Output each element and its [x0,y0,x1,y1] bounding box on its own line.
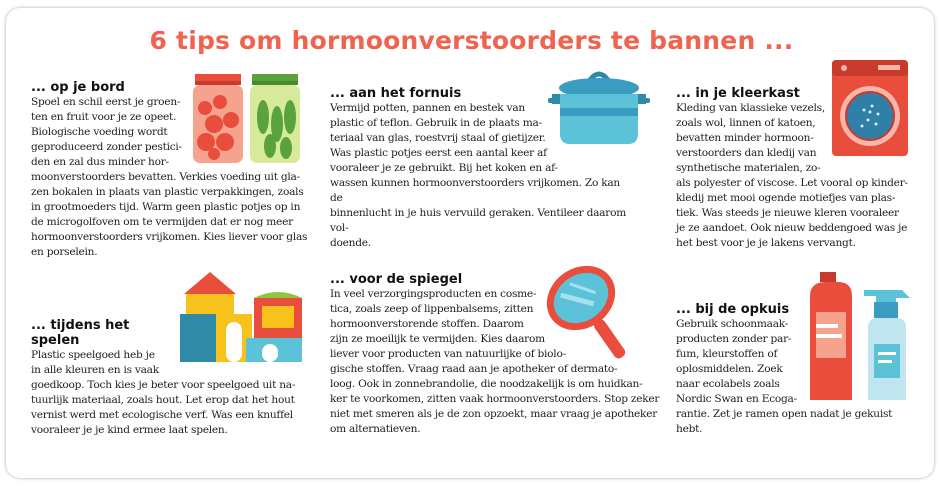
text-line: liever voor producten van natuurlijke of biolo- [330,348,566,360]
text-line: en porselein. [31,246,98,258]
text-line: hormoonverstorende stoffen. Daarom [330,318,524,330]
text-line: loog. Ook in zonnebrandolie, die noodzakelijk is om huidkan- [330,378,643,390]
text-line: teriaal van glas, roestvrij staal of gietijzer. [330,132,546,144]
text-line: de microgolfoven om te vermijden dat er nog meer [31,216,293,228]
text-line: hebt. [676,423,703,435]
text-line: in alle kleuren en is vaak [31,364,159,376]
text-line: in grootmoeders tijd. Warm geen plastic potjes op in [31,201,301,213]
tomato-jar-icon [193,74,243,163]
text-line: moonverstoorders bevatten. Verkies voeding uit gla- [31,171,300,183]
text-line: tiek. Was steeds je nieuwe kleren vooraleer [676,207,899,219]
text-line: rantie. Zet je ramen open nadat je gekuist [676,408,893,420]
text-line: binnenlucht in je huis vervuild geraken. Ventileer daarom vol- [330,207,626,234]
spray-bottle-icon [864,290,910,400]
text-line: goedkoop. Toch kies je beter voor speelgoed uit na- [31,379,296,391]
text-line: Nordic Swan en Ecoga- [676,393,797,405]
section-opkuis-heading: ... bij de opkuis [676,302,790,317]
text-line: Was plastic potjes eerst een aantal keer af [330,147,547,159]
text-line: Plastic speelgoed heb je [31,349,155,361]
section-kleerkast-heading: ... in je kleerkast [676,86,800,101]
heading-line: ... tijdens het [31,318,130,333]
text-line: zoals wol, linnen of katoen, [676,117,816,129]
cooking-pot-illustration [548,68,650,148]
text-line: geproduceerd zonder pestici- [31,141,182,153]
heading-line: spelen [31,333,80,348]
text-line: ten en fruit voor je ze opeet. [31,111,177,123]
text-line: In veel verzorgingsproducten en cosme- [330,288,537,300]
text-line: vernist werd met ecologische verf. Was een knuffel [31,409,293,421]
section-spiegel-heading: ... voor de spiegel [330,272,463,287]
text-line: oplosmiddelen. Zoek [676,363,783,375]
text-line: het best voor je je lakens vervangt. [676,237,856,249]
text-line: om alternatieven. [330,423,421,435]
text-line: Spoel en schil eerst je groen- [31,96,181,108]
hand-mirror-illustration [536,262,648,360]
page-title: 6 tips om hormoonverstoorders te bannen ... [149,26,794,55]
text-line: wassen kunnen hormoonverstoorders vrijkomen. Zo kan de [330,177,621,204]
text-line: je ze aandoet. Ook nieuw beddengoed was je [676,222,908,234]
text-line: verstoorders dan kledij van [676,147,817,159]
text-line: vooraleer je je kind ermee laat spelen. [31,424,228,436]
text-line: den en zal dus minder hor- [31,156,169,168]
text-line: Kleding van klassieke vezels, [676,102,825,114]
text-line: vooraleer je ze gebruikt. Bij het koken en af- [330,162,558,174]
text-line: zijn ze moeilijk te vermijden. Kies daarom [330,333,545,345]
section-fornuis-heading: ... aan het fornuis [330,86,462,101]
cleaning-bottles-illustration [806,272,916,404]
text-line: Vermijd potten, pannen en bestek van [330,102,525,114]
text-line: ker te voorkomen, zitten vaak hormoonverstoorders. Stop zeker [330,393,660,405]
peas-jar-icon [250,74,300,163]
text-line: als polyester of viscose. Let vooral op kinder- [676,177,908,189]
jars-illustration [190,72,305,167]
text-line: tuurlijk materiaal, zoals hout. Let erop dat het hout [31,394,295,406]
text-line: gische stoffen. Vraag raad aan je apotheker of dermato- [330,363,618,375]
washing-machine-illustration [832,60,908,156]
text-line: synthetische materialen, zo- [676,162,821,174]
text-line: naar ecolabels zoals [676,378,780,390]
text-line: hormoonverstoorders vrijkomen. Kies liever voor glas [31,231,308,243]
text-line: bevatten minder hormoon- [676,132,814,144]
text-line: fum, kleurstoffen of [676,348,778,360]
text-line: producten zonder par- [676,333,792,345]
text-line: Gebruik schoonmaak- [676,318,789,330]
text-line: tica, zoals zeep of lippenbalsems, zitten [330,303,534,315]
text-line: doende. [330,237,371,249]
text-line: Biologische voeding wordt [31,126,168,138]
text-line: niet met smeren als je de zon opzoekt, maar vraag je apotheker [330,408,658,420]
toy-blocks-illustration [180,272,310,364]
section-bord-heading: ... op je bord [31,80,125,95]
text-line: plastic of teflon. Gebruik in de plaats ma- [330,117,542,129]
text-line: zen bokalen in plaats van plastic verpakkingen, zoals [31,186,304,198]
text-line: kledij met mooi ogende motiefjes van plas- [676,192,896,204]
detergent-bottle-icon [810,272,852,400]
